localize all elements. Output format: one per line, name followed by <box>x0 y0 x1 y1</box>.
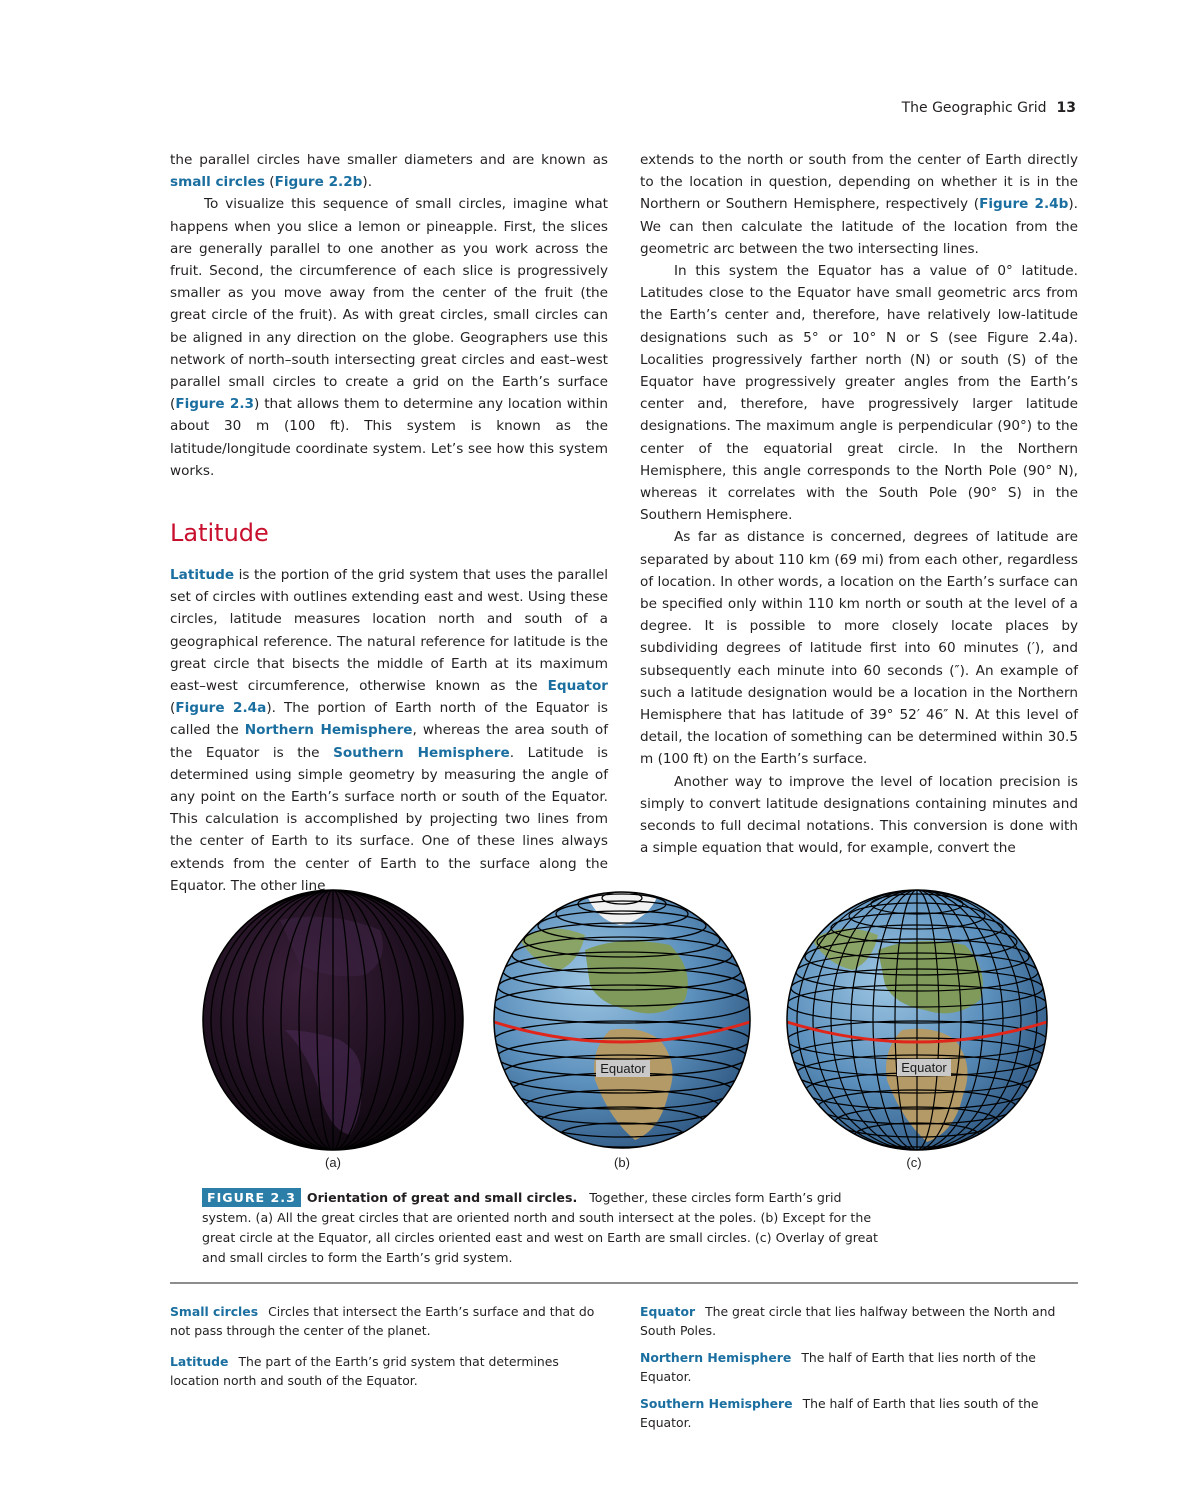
section-heading: Latitude <box>170 519 269 548</box>
paragraph: To visualize this sequence of small circles, imagine what happens when you slice a lemon or pineapple. First, the slices are generally parallel to one another as you work across the fruit. Second, the circumference of each slice is progressively smaller as you move away from the center of the fruit (the great circle of the fruit). As with great circles, small circles can be aligned in any direction on the globe. Geographers use this network of north–south intersecting great circles and east–west parallel small circles to create a grid on the Earth’s surface (Figure 2.3) that allows them to determine any location within about 30 m (100 ft). This system is known as the latitude/longitude coordinate system. Let’s see how this system works. <box>170 196 608 479</box>
paragraph: Latitude is the portion of the grid system that uses the parallel set of circles with outlines extending east and west. Using these circles, latitude measures location north and south of a geographical reference. The natural reference for latitude is the great circle that bisects the middle of Earth at its maximum east–west circumference, otherwise known as the Equator (Figure 2.4a). The portion of Earth north of the Equator is called the Northern Hemisphere, whereas the area south of the Equator is the Southern Hemisphere. Latitude is determined using simple geometry by measuring the angle of any point on the Earth’s surface north or south of the Equator. This calculation is accomplished by projecting two lines from the center of Earth to its surface. One of these lines always extends from the center of Earth to the surface along the Equator. The other line <box>170 567 608 894</box>
figure-caption <box>202 1188 882 1268</box>
running-header <box>902 100 1076 116</box>
glossary-definition: Circles that intersect the Earth’s surface and that do not pass through the center of the planet. <box>170 1304 595 1338</box>
globe-a <box>203 890 463 1150</box>
globes-illustration <box>190 880 1070 1170</box>
glossary-definition: The great circle that lies halfway between the North and South Poles. <box>640 1304 1056 1338</box>
term-small-circles: small circles <box>170 174 265 191</box>
term-southern-hemisphere: Southern Hemisphere <box>333 744 510 761</box>
term-northern-hemisphere: Northern Hemisphere <box>244 722 413 739</box>
globe-c <box>787 890 1047 1150</box>
glossary-term: Southern Hemisphere <box>640 1396 793 1411</box>
glossary-entry <box>640 1348 1080 1386</box>
glossary-right <box>640 1302 1080 1440</box>
left-column <box>170 149 608 897</box>
page-number: 13 <box>1056 100 1076 116</box>
figure-link[interactable]: Figure 2.4b <box>979 196 1069 213</box>
figure-title: Orientation of great and small circles. <box>306 1190 578 1205</box>
figure-tag: FIGURE 2.3 <box>202 1188 301 1207</box>
glossary-definition: The half of Earth that lies north of the Equator. <box>640 1350 1036 1384</box>
glossary-left <box>170 1302 600 1402</box>
term-latitude: Latitude <box>170 567 235 584</box>
paragraph: Another way to improve the level of location precision is simply to convert latitude designations containing minutes and seconds to full decimal notations. This conversion is done with a simple equation that would, for example, convert the <box>640 773 1078 857</box>
glossary-entry <box>640 1302 1080 1340</box>
panel-label-b: (b) <box>614 1155 630 1170</box>
running-title: The Geographic Grid <box>901 100 1047 116</box>
paragraph: extends to the north or south from the center of Earth directly to the location in question, depending on whether it is in the Northern or Southern Hemisphere, respectively (Figure 2.4b). We can then calculate the latitude of the location from the geometric arc between the two intersecting lines. <box>640 152 1078 257</box>
term-equator: Equator <box>547 678 608 695</box>
figure-link[interactable]: Figure 2.3 <box>175 396 254 413</box>
right-column <box>640 149 1078 860</box>
glossary-term: Northern Hemisphere <box>640 1350 792 1365</box>
glossary-term: Small circles <box>170 1304 259 1319</box>
glossary-entry <box>170 1352 600 1390</box>
glossary-entry <box>640 1394 1080 1432</box>
figure-caption-text: Together, these circles form Earth’s grid system. (a) All the great circles that are oriented north and south intersect at the poles. (b) Except for the great circle at the Equator, all circles oriented east and west on Earth are small circles. (c) Overlay of great and small circles to form the Earth’s grid system. <box>202 1190 878 1265</box>
paragraph: the parallel circles have smaller diameters and are known as small circles (Figure 2.2b). <box>170 152 608 191</box>
figure-link[interactable]: Figure 2.2b <box>274 174 363 191</box>
glossary-definition: The half of Earth that lies south of the Equator. <box>640 1396 1039 1430</box>
glossary-definition: The part of the Earth’s grid system that determines location north and south of the Equator. <box>170 1354 559 1388</box>
equator-label: Equator <box>901 1060 947 1075</box>
globe-b <box>494 883 750 1149</box>
panel-label-c: (c) <box>906 1155 922 1170</box>
figure-link[interactable]: Figure 2.4a <box>175 700 267 717</box>
glossary-divider <box>170 1282 1078 1284</box>
glossary-term: Equator <box>640 1304 696 1319</box>
panel-label-a: (a) <box>325 1155 341 1170</box>
glossary-entry <box>170 1302 600 1340</box>
paragraph: In this system the Equator has a value of 0° latitude. Latitudes close to the Equator have small geometric arcs from the Earth’s center and, therefore, have relatively low-latitude designations such as 5° or 10° N or S (see Figure 2.4a). Localities progressively farther north (N) or south (S) of the Equator have progressively greater angles from the Earth’s center and, therefore, have progressively larger latitude designations. The maximum angle is perpendicular (90°) to the center of the equatorial great circle. In the Northern Hemisphere, this angle corresponds to the North Pole (90° N), whereas it correlates with the South Pole (90° S) in the Southern Hemisphere. <box>640 263 1078 524</box>
equator-label: Equator <box>600 1061 646 1076</box>
figure-globes <box>190 880 1070 1170</box>
paragraph: As far as distance is concerned, degrees of latitude are separated by about 110 km (69 mi) from each other, regardless of location. In other words, a location on the Earth’s surface can be specified only within 110 km north or south at the level of a degree. It is possible to more closely locate places by subdividing degrees of latitude first into 60 minutes (′), and subsequently each minute into 60 seconds (″). An example of such a latitude designation would be a location in the Northern Hemisphere that has latitude of 39° 52′ 46″ N. At this level of detail, the location of something can be determined within 30.5 m (100 ft) on the Earth’s surface. <box>640 529 1078 768</box>
glossary-term: Latitude <box>170 1354 229 1369</box>
